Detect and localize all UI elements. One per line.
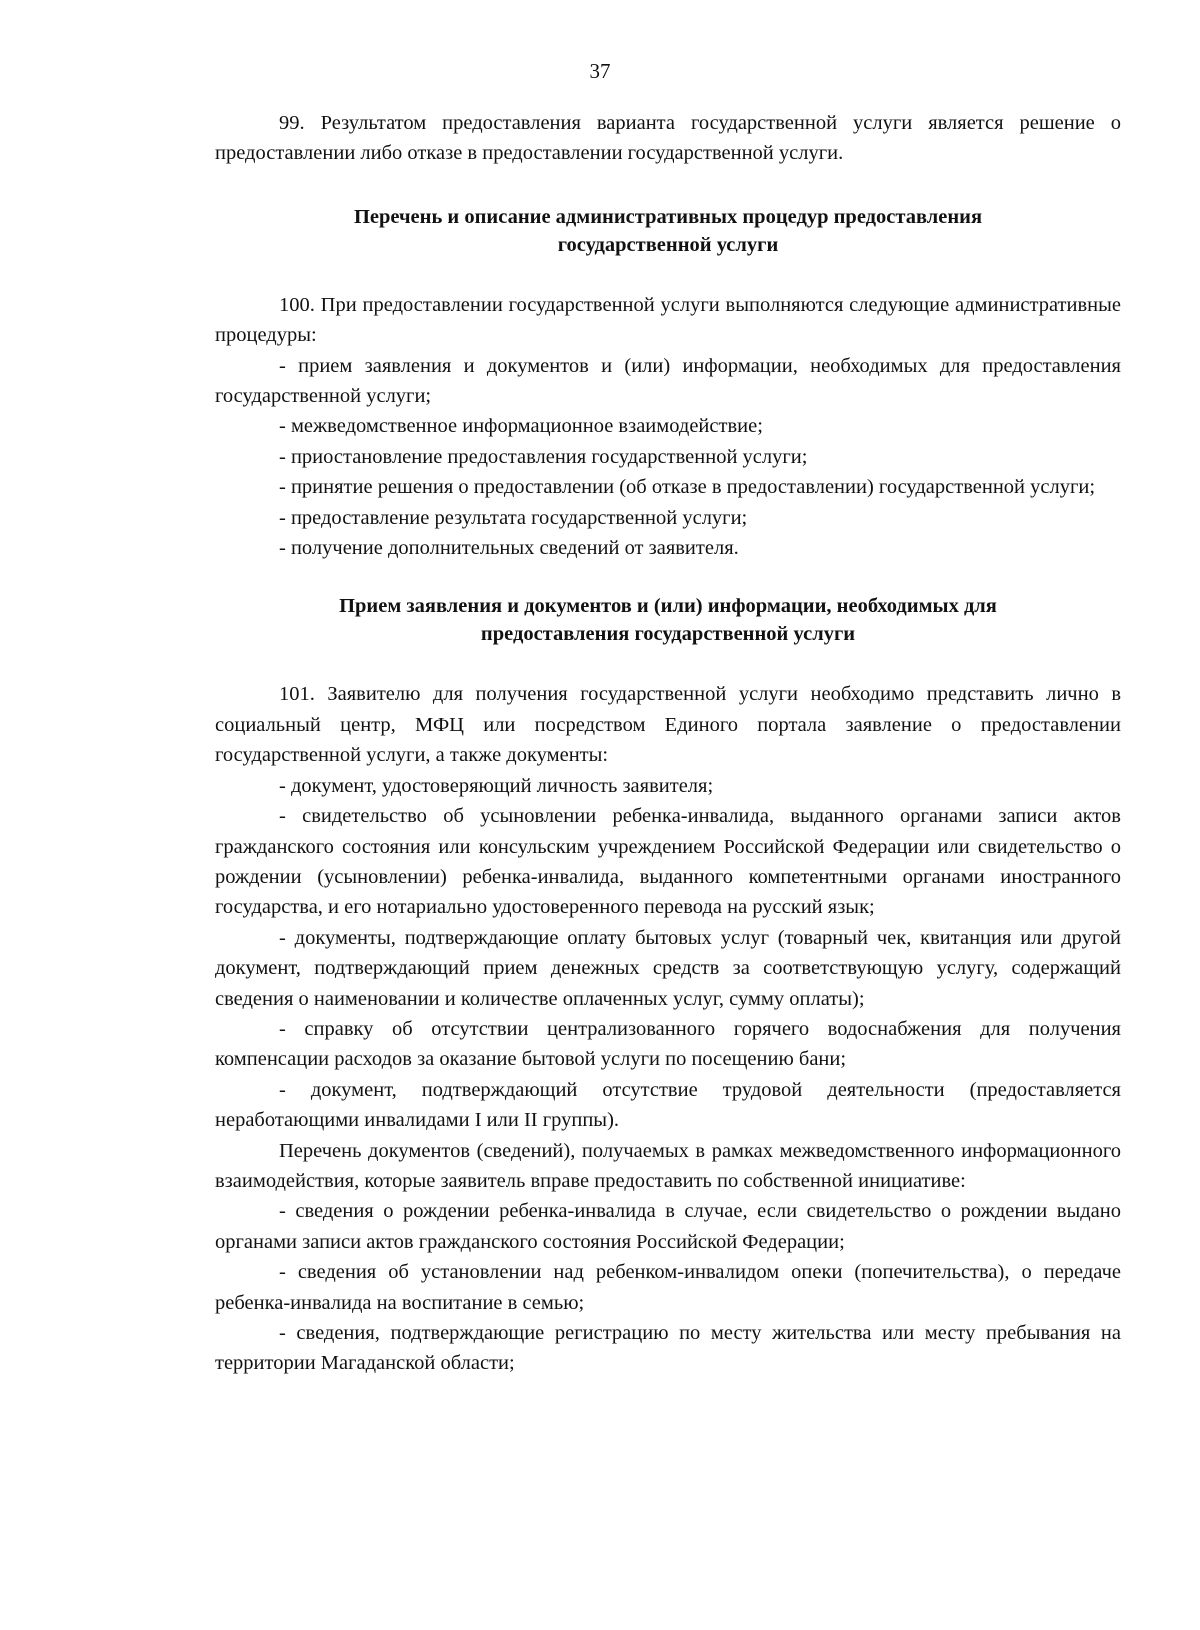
document-body <box>215 108 1121 1379</box>
document-item: - свидетельство об усыновлении ребенка-инвалида, выданного органами записи актов гражданского состояния или консульским учреждением Российской Федерации или свидетельство о рождении (усыновлении) ребенка-инвалида, выданного компетентными органами иностранного государства, и его нотариально удостоверенного перевода на русский язык; <box>215 805 1121 919</box>
interagency-item: - сведения об установлении над ребенком-инвалидом опеки (попечительства), о передаче ребенка-инвалида на воспитание в семью; <box>215 1261 1121 1314</box>
document-item: - документ, подтверждающий отсутствие трудовой деятельности (предоставляется неработающими инвалидами I или II группы). <box>215 1078 1121 1132</box>
paragraph-100: 100. При предоставлении государственной услуги выполняются следующие административные процедуры: <box>215 293 1121 347</box>
section-heading-application <box>215 592 1121 648</box>
paragraph-101: 101. Заявителю для получения государственной услуги необходимо представить лично в социальный центр, МФЦ или посредством Единого портала заявление о предоставлении государственной услуги, а также документы: <box>215 683 1121 767</box>
document-item: - справку об отсутствии централизованного горячего водоснабжения для получения компенсации расходов за оказание бытовой услуги по посещению бани; <box>215 1017 1121 1071</box>
interagency-item: - сведения о рождении ребенка-инвалида в случае, если свидетельство о рождении выдано органами записи актов гражданского состояния Российской Федерации; <box>215 1200 1121 1253</box>
procedure-item: - межведомственное информационное взаимодействие; <box>279 415 763 438</box>
heading-line: Перечень и описание административных процедур предоставления <box>353 205 983 228</box>
procedure-item: - прием заявления и документов и (или) информации, необходимых для предоставления государственной услуги; <box>215 354 1121 408</box>
interagency-intro: Перечень документов (сведений), получаемых в рамках межведомственного информационного взаимодействия, которые заявитель вправе предоставить по собственной инициативе: <box>215 1139 1121 1192</box>
heading-line: Прием заявления и документов и (или) информации, необходимых для <box>339 595 997 618</box>
heading-line: предоставления государственной услуги <box>480 623 856 646</box>
interagency-item: - сведения, подтверждающие регистрацию по месту жительства или месту пребывания на территории Магаданской области; <box>215 1322 1121 1375</box>
procedure-item: - получение дополнительных сведений от заявителя. <box>279 537 739 560</box>
document-item: - документ, удостоверяющий личность заявителя; <box>279 774 714 797</box>
procedure-item: - предоставление результата государственной услуги; <box>279 506 748 529</box>
procedure-item: - принятие решения о предоставлении (об отказе в предоставлении) государственной услуги; <box>279 476 1096 499</box>
document-item: - документы, подтверждающие оплату бытовых услуг (товарный чек, квитанция или другой документ, подтверждающий прием денежных средств за соответствующую услугу, содержащий сведения о наименовании и количестве оплаченных услуг, сумму оплаты); <box>215 926 1121 1010</box>
section-heading-procedures <box>215 203 1121 259</box>
page-number: 37 <box>589 59 611 83</box>
procedure-item: - приостановление предоставления государственной услуги; <box>279 445 808 468</box>
paragraph-99: 99. Результатом предоставления варианта государственной услуги является решение о предоставлении либо отказе в предоставлении государственной услуги. <box>215 112 1121 165</box>
heading-line: государственной услуги <box>557 233 779 256</box>
